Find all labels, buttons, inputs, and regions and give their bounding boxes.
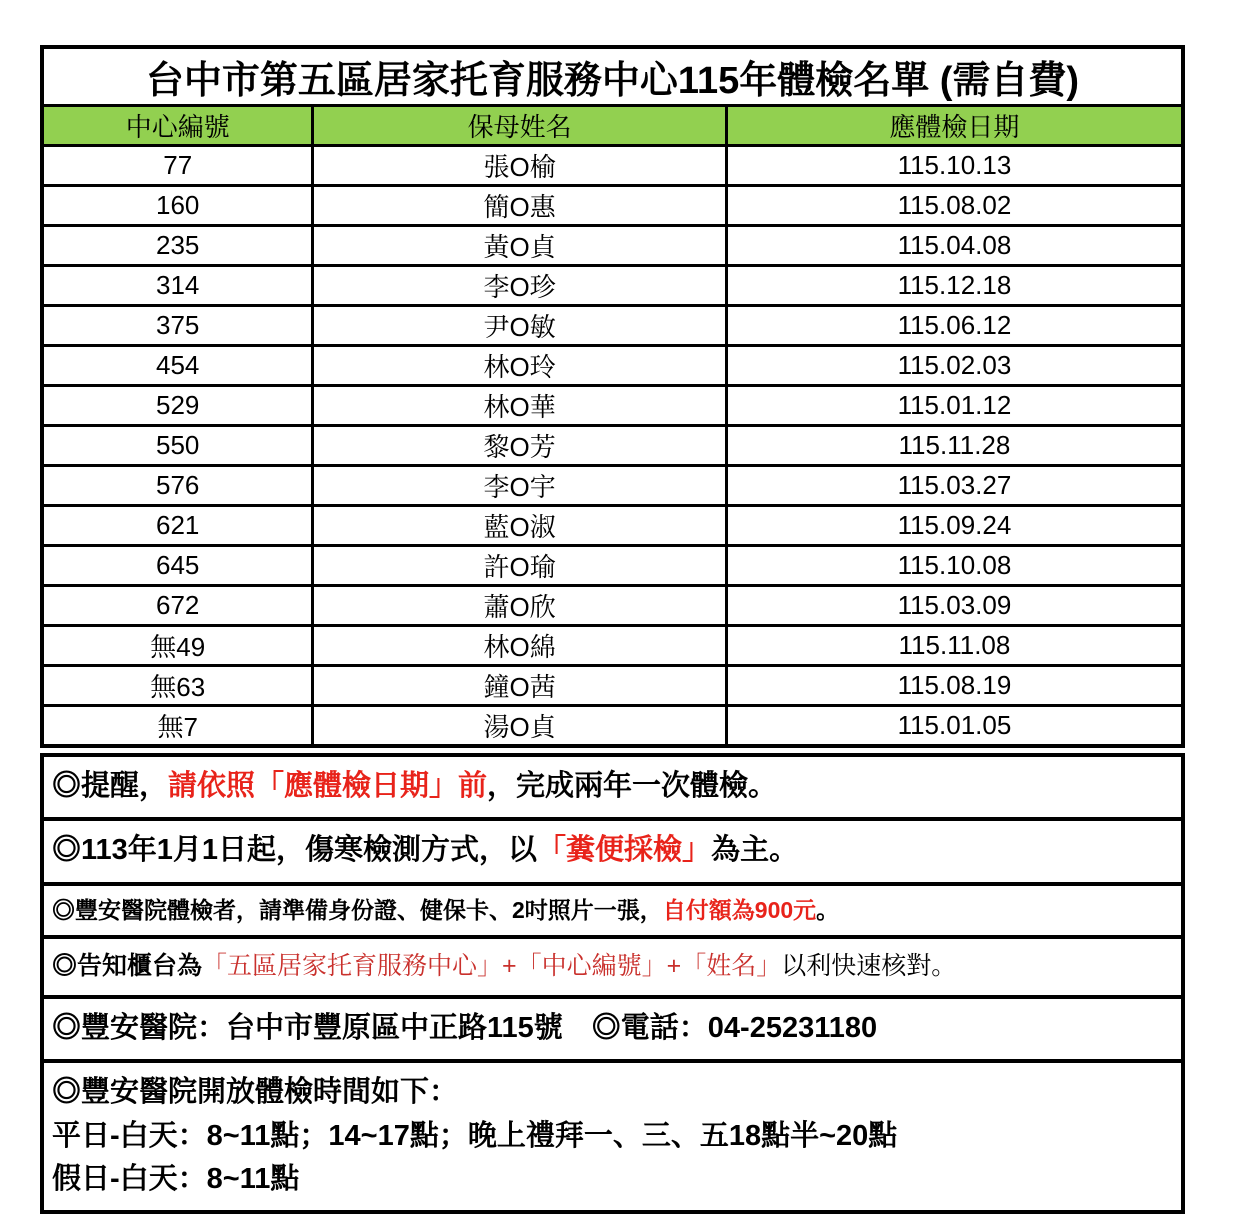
note-counter-info	[44, 935, 1181, 995]
cell-due-date: 115.08.02	[726, 186, 1183, 226]
note-line	[52, 1076, 1173, 1109]
table-row	[42, 306, 1183, 346]
note-segment: 。	[816, 896, 840, 923]
note-segment: ◎豐安醫院體檢者，請準備身份證、健保卡、2吋照片一張，	[52, 896, 663, 923]
note-segment: 平日-白天：8~11點；14~17點；晚上禮拜一、三、五18點半~20點	[52, 1119, 898, 1152]
note-segment: 「糞便採檢」	[537, 834, 712, 867]
cell-caregiver-name: 林O綿	[313, 626, 726, 666]
document-sheet	[40, 45, 1185, 1214]
cell-center-id: 550	[42, 426, 313, 466]
cell-caregiver-name: 林O華	[313, 386, 726, 426]
column-header: 保母姓名	[313, 106, 726, 146]
note-typhoid-method	[44, 817, 1181, 881]
note-segment: 以利快速核對。	[781, 952, 957, 981]
table-row	[42, 626, 1183, 666]
cell-center-id: 672	[42, 586, 313, 626]
table-row	[42, 586, 1183, 626]
cell-due-date: 115.12.18	[726, 266, 1183, 306]
cell-center-id: 無7	[42, 706, 313, 747]
table-row	[42, 386, 1183, 426]
note-segment: 請依照「應體檢日期」前	[168, 770, 488, 802]
cell-center-id: 無49	[42, 626, 313, 666]
table-row	[42, 346, 1183, 386]
cell-due-date: 115.06.12	[726, 306, 1183, 346]
cell-center-id: 235	[42, 226, 313, 266]
note-hospital-hours	[44, 1059, 1181, 1210]
note-line	[52, 1012, 1173, 1045]
cell-due-date: 115.09.24	[726, 506, 1183, 546]
notes-container	[40, 753, 1185, 1214]
table-row	[42, 146, 1183, 186]
note-hospital-address	[44, 995, 1181, 1059]
table-row	[42, 426, 1183, 466]
cell-due-date: 115.01.12	[726, 386, 1183, 426]
note-segment: ◎提醒，	[52, 770, 169, 802]
note-segment: ◎告知櫃台為	[52, 952, 203, 981]
table-body	[42, 146, 1183, 747]
note-segment: 「五區居家托育服務中心」+「中心編號」+「姓名」	[202, 952, 782, 981]
cell-caregiver-name: 許O瑜	[313, 546, 726, 586]
cell-caregiver-name: 張O榆	[313, 146, 726, 186]
note-segment: ◎豐安醫院開放體檢時間如下：	[52, 1076, 459, 1109]
note-documents-fee	[44, 882, 1181, 935]
cell-due-date: 115.02.03	[726, 346, 1183, 386]
cell-due-date: 115.11.08	[726, 626, 1183, 666]
cell-caregiver-name: 鐘O茜	[313, 666, 726, 706]
note-segment: ◎113年1月1日起，傷寒檢測方式，以	[52, 834, 538, 867]
note-line	[52, 1120, 1173, 1153]
cell-center-id: 375	[42, 306, 313, 346]
table-row	[42, 666, 1183, 706]
cell-caregiver-name: 簡O惠	[313, 186, 726, 226]
cell-due-date: 115.11.28	[726, 426, 1183, 466]
cell-center-id: 454	[42, 346, 313, 386]
table-header-row	[42, 106, 1183, 146]
cell-center-id: 621	[42, 506, 313, 546]
table-row	[42, 506, 1183, 546]
cell-due-date: 115.10.13	[726, 146, 1183, 186]
column-header: 應體檢日期	[726, 106, 1183, 146]
table-row	[42, 546, 1183, 586]
table-row	[42, 466, 1183, 506]
cell-due-date: 115.08.19	[726, 666, 1183, 706]
table-row	[42, 266, 1183, 306]
cell-due-date: 115.03.09	[726, 586, 1183, 626]
cell-caregiver-name: 蕭O欣	[313, 586, 726, 626]
cell-due-date: 115.04.08	[726, 226, 1183, 266]
note-segment: 自付額為900元	[662, 896, 817, 923]
table-row	[42, 186, 1183, 226]
table-row	[42, 226, 1183, 266]
cell-center-id: 576	[42, 466, 313, 506]
title-row	[42, 47, 1183, 106]
note-segment: 為主。	[711, 834, 799, 867]
note-segment: ◎豐安醫院：台中市豐原區中正路115號 ◎電話：04-25231180	[52, 1011, 878, 1044]
cell-center-id: 314	[42, 266, 313, 306]
note-segment: ，完成兩年一次體檢。	[487, 770, 778, 802]
column-header: 中心編號	[42, 106, 313, 146]
cell-due-date: 115.03.27	[726, 466, 1183, 506]
cell-center-id: 77	[42, 146, 313, 186]
note-reminder	[44, 757, 1181, 817]
note-line	[52, 1163, 1173, 1196]
cell-caregiver-name: 李O珍	[313, 266, 726, 306]
cell-caregiver-name: 黃O貞	[313, 226, 726, 266]
page-title: 台中市第五區居家托育服務中心115年體檢名單 (需自費)	[42, 47, 1183, 106]
cell-due-date: 115.10.08	[726, 546, 1183, 586]
cell-caregiver-name: 藍O淑	[313, 506, 726, 546]
note-line	[52, 834, 1173, 867]
health-check-table	[40, 45, 1185, 748]
cell-caregiver-name: 林O玲	[313, 346, 726, 386]
note-segment: 假日-白天：8~11點	[52, 1162, 300, 1195]
cell-center-id: 645	[42, 546, 313, 586]
cell-due-date: 115.01.05	[726, 706, 1183, 747]
cell-caregiver-name: 尹O敏	[313, 306, 726, 346]
cell-caregiver-name: 黎O芳	[313, 426, 726, 466]
cell-center-id: 529	[42, 386, 313, 426]
cell-caregiver-name: 李O宇	[313, 466, 726, 506]
note-line	[52, 952, 1173, 981]
cell-center-id: 無63	[42, 666, 313, 706]
table-row	[42, 706, 1183, 747]
cell-caregiver-name: 湯O貞	[313, 706, 726, 747]
note-line	[52, 770, 1173, 803]
note-line	[52, 897, 1173, 923]
cell-center-id: 160	[42, 186, 313, 226]
